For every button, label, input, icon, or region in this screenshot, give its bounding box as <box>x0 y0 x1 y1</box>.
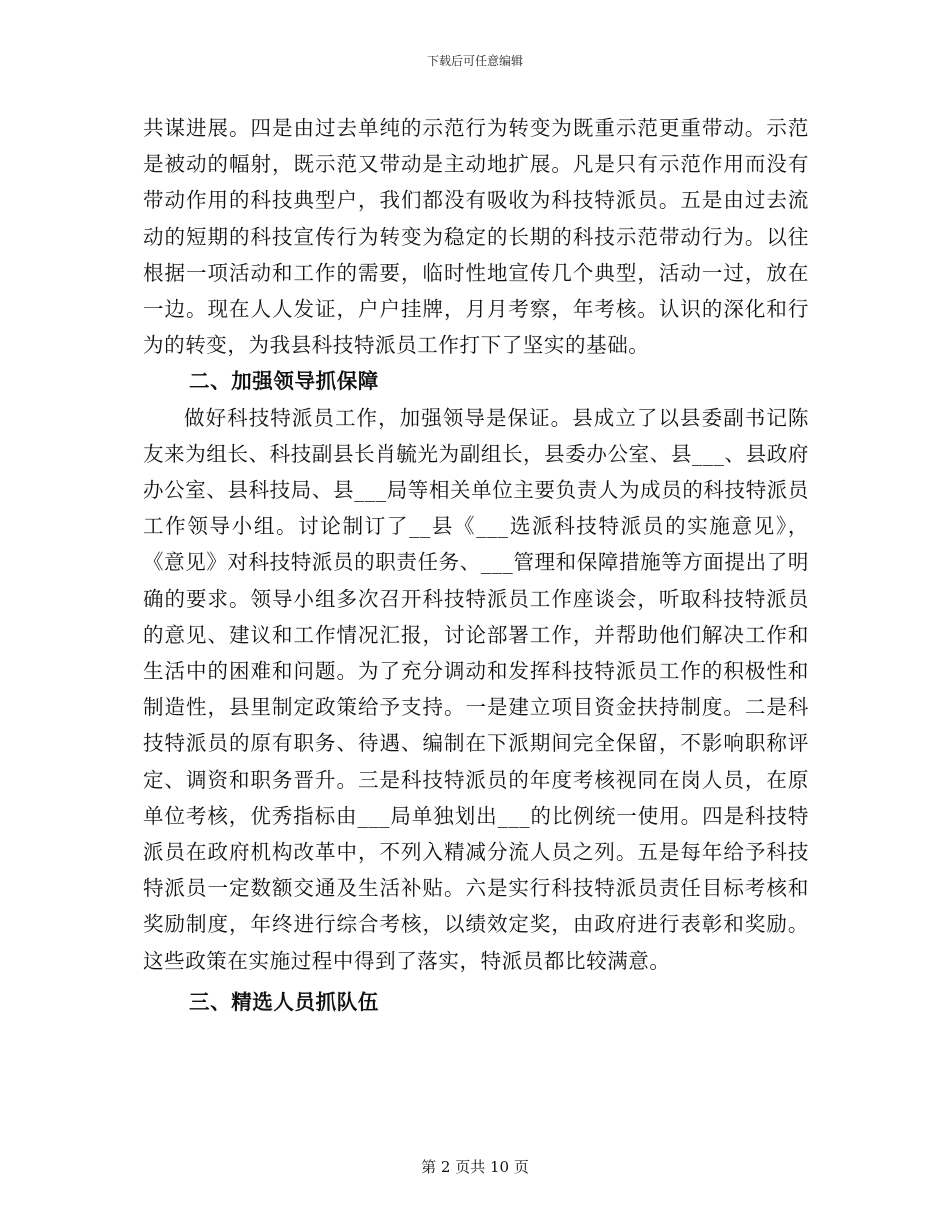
section-heading-3: 三、精选人员抓队伍 <box>189 989 379 1014</box>
section-heading-2: 二、加强领导抓保障 <box>189 369 379 394</box>
document-body <box>143 110 809 1020</box>
page-number: 第 2 页共 10 页 <box>421 1158 529 1176</box>
paragraph-continuation: 共谋进展。四是由过去单纯的示范行为转变为既重示范更重带动。示范是被动的幅射，既示范又带动是主动地扩展。凡是只有示范作用而没有带动作用的科技典型户，我们都没有吸收为科技特派员。五是由过去流动的短期的科技宣传行为转变为稳定的长期的科技示范带动行为。以往根据一项活动和工作的需要，临时性地宣传几个典型，活动一过，放在一边。现在人人发证，户户挂牌，月月考察，年考核。认识的深化和行为的转变，为我县科技特派员工作打下了坚实的基础。 <box>143 116 809 358</box>
page-header-note: 下载后可任意编辑 <box>426 54 523 68</box>
paragraph-leadership: 做好科技特派员工作，加强领导是保证。县成立了以县委副书记陈友来为组长、科技副县长肖毓光为副组长，县委办公室、县___、县政府办公室、县科技局、县___局等相关单位主要负责人为成员的科技特派员工作领导小组。讨论制订了__县《___选派科技特派员的实施意见》，《意见》对科技特派员的职责任务、___管理和保障措施等方面提出了明确的要求。领导小组多次召开科技特派员工作座谈会，听取科技特派员的意见、建议和工作情况汇报，讨论部署工作，并帮助他们解决工作和生活中的困难和问题。为了充分调动和发挥科技特派员工作的积极性和制造性，县里制定政策给予支持。一是建立项目资金扶持制度。二是科技特派员的原有职务、待遇、编制在下派期间完全保留，不影响职称评定、调资和职务晋升。三是科技特派员的年度考核视同在岗人员，在原单位考核，优秀指标由___局单独划出___的比例统一使用。四是科技特派员在政府机构改革中，不列入精减分流人员之列。五是每年给予科技特派员一定数额交通及生活补贴。六是实行科技特派员责任目标考核和奖励制度，年终进行综合考核，以绩效定奖，由政府进行表彰和奖励。这些政策在实施过程中得到了落实，特派员都比较满意。 <box>143 405 809 973</box>
